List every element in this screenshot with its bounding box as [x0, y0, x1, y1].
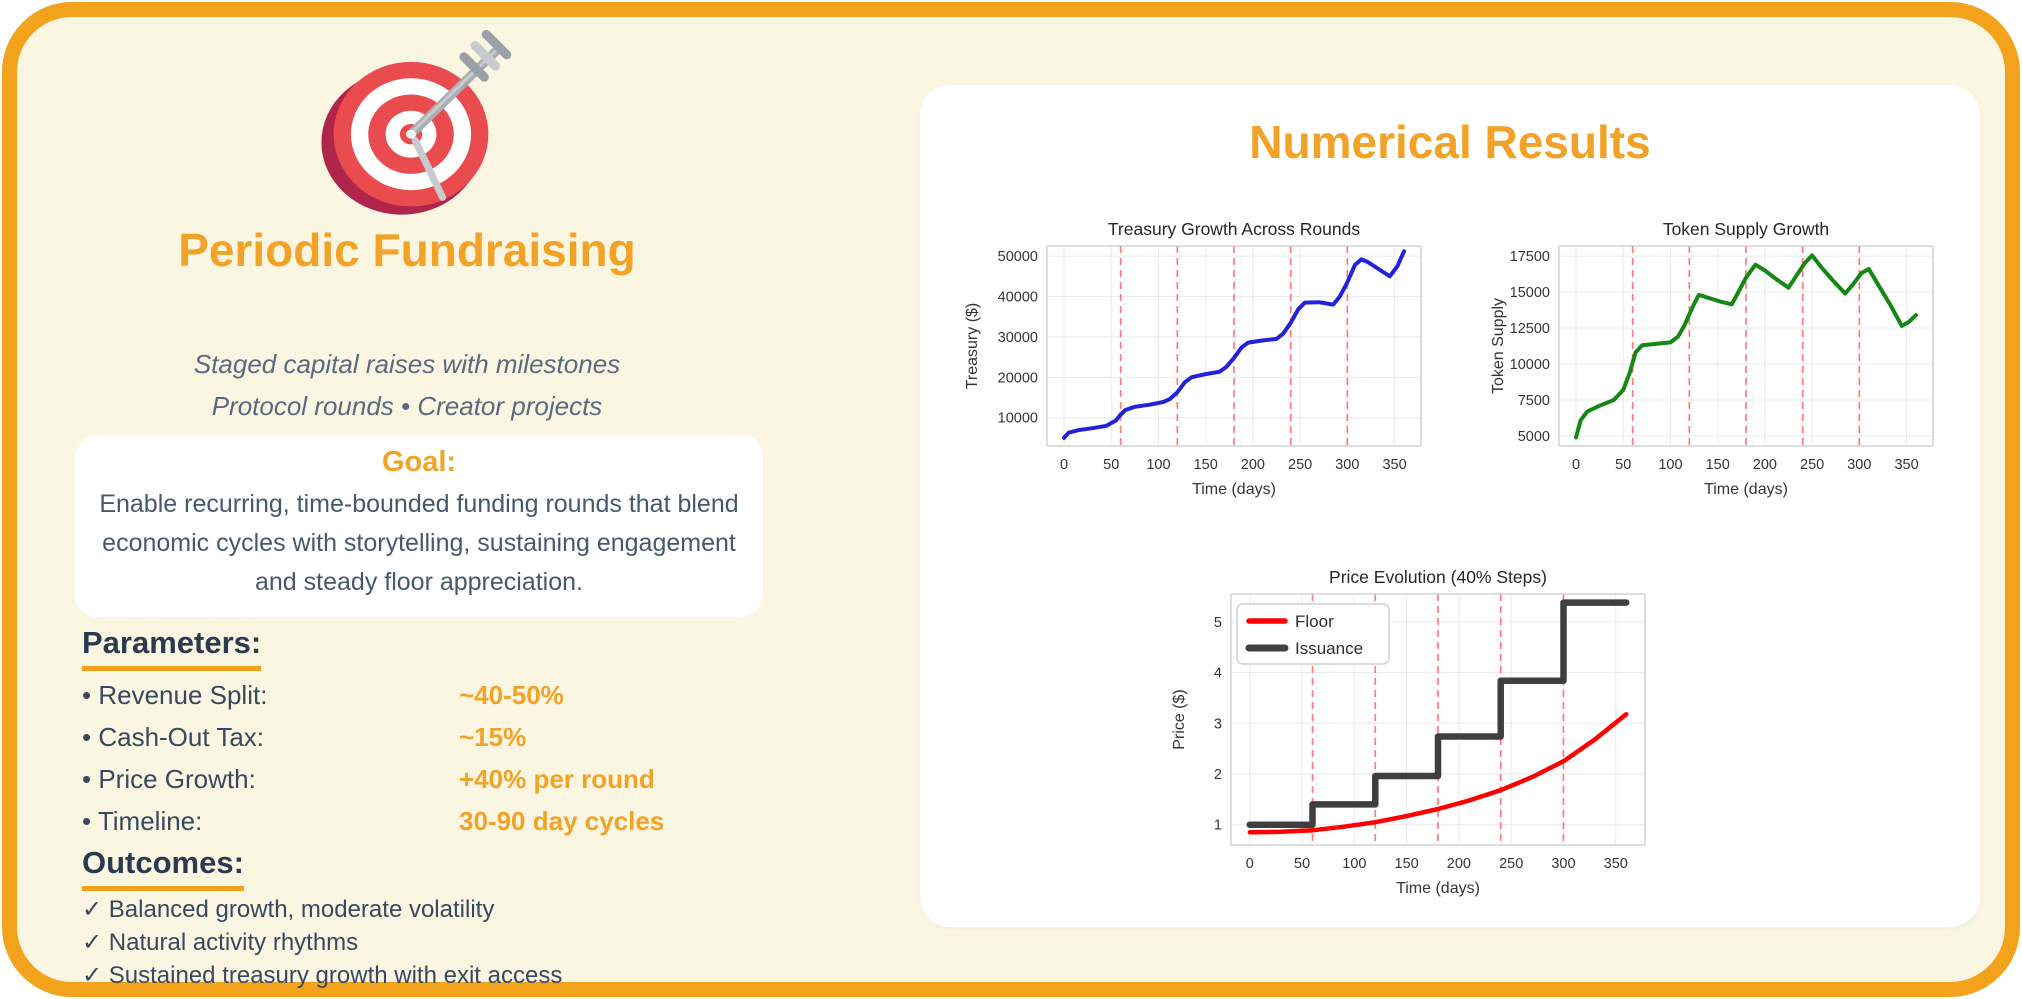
svg-text:350: 350: [1894, 457, 1919, 473]
svg-text:350: 350: [1603, 856, 1628, 872]
parameter-row-revenue-split: [82, 680, 802, 714]
svg-text:3: 3: [1213, 716, 1222, 733]
svg-text:200: 200: [1240, 457, 1265, 473]
svg-text:Time (days): Time (days): [1192, 481, 1276, 498]
treasury-growth-chart: [947, 212, 1437, 502]
svg-text:17500: 17500: [1509, 249, 1550, 266]
svg-text:10000: 10000: [997, 410, 1038, 427]
parameter-label: • Revenue Split:: [82, 680, 268, 710]
svg-text:5: 5: [1213, 614, 1222, 631]
svg-text:Floor: Floor: [1295, 612, 1334, 631]
svg-text:0: 0: [1059, 457, 1069, 473]
svg-text:Issuance: Issuance: [1295, 639, 1364, 658]
subtitle-line-1: Staged capital raises with milestones: [193, 349, 621, 379]
svg-text:50000: 50000: [997, 249, 1038, 266]
outcome-item: ✓ Sustained treasury growth with exit access: [82, 962, 563, 989]
svg-text:Token Supply: Token Supply: [1490, 297, 1507, 395]
goal-heading: Goal:: [381, 446, 457, 478]
svg-text:300: 300: [1847, 457, 1872, 473]
svg-text:100: 100: [1146, 457, 1171, 473]
parameter-label: • Cash-Out Tax:: [82, 722, 265, 752]
svg-text:Time (days): Time (days): [1704, 481, 1788, 498]
svg-text:20000: 20000: [997, 370, 1038, 387]
svg-text:0: 0: [1245, 856, 1254, 872]
svg-text:150: 150: [1394, 856, 1419, 872]
parameter-row-price-growth: [82, 764, 802, 798]
svg-text:Token Supply Growth: Token Supply Growth: [1662, 219, 1830, 239]
svg-text:5000: 5000: [1517, 428, 1550, 445]
svg-text:Time (days): Time (days): [1396, 880, 1480, 897]
outcome-item: ✓ Natural activity rhythms: [82, 929, 359, 956]
parameter-row-cash-out-tax: [82, 722, 802, 756]
outcomes-heading: Outcomes:: [82, 845, 244, 891]
svg-text:Treasury ($): Treasury ($): [964, 302, 981, 390]
goal-card: [75, 435, 763, 617]
svg-text:1: 1: [1213, 817, 1222, 834]
svg-text:Treasury Growth Across Rounds: Treasury Growth Across Rounds: [1107, 219, 1361, 239]
subtitle-line-2: Protocol rounds • Creator projects: [211, 391, 603, 421]
page-title: Periodic Fundraising: [178, 224, 636, 276]
parameter-label: • Price Growth:: [82, 764, 256, 794]
svg-text:300: 300: [1335, 457, 1360, 473]
svg-text:50: 50: [1294, 856, 1311, 872]
parameter-value: +40% per round: [459, 764, 655, 794]
svg-text:4: 4: [1213, 665, 1222, 682]
svg-text:Price ($): Price ($): [1171, 689, 1188, 750]
parameter-value: 30-90 day cycles: [459, 806, 665, 836]
parameter-value: ~40-50%: [459, 680, 564, 710]
token-supply-chart: [1487, 212, 1975, 502]
svg-text:350: 350: [1382, 457, 1407, 473]
svg-text:200: 200: [1446, 856, 1472, 872]
svg-text:50: 50: [1103, 457, 1120, 473]
svg-text:100: 100: [1342, 856, 1367, 872]
parameters-heading: Parameters:: [82, 625, 261, 671]
svg-text:2: 2: [1213, 767, 1222, 784]
outcome-item: ✓ Balanced growth, moderate volatility: [82, 896, 495, 923]
svg-text:0: 0: [1571, 457, 1581, 473]
svg-text:300: 300: [1551, 856, 1576, 872]
svg-text:30000: 30000: [997, 329, 1038, 346]
parameter-label: • Timeline:: [82, 806, 203, 836]
svg-text:50: 50: [1615, 457, 1632, 473]
svg-text:15000: 15000: [1509, 285, 1550, 302]
svg-text:10000: 10000: [1509, 356, 1550, 373]
svg-text:250: 250: [1499, 856, 1524, 872]
svg-text:Price Evolution (40% Steps): Price Evolution (40% Steps): [1329, 567, 1547, 587]
svg-text:150: 150: [1705, 457, 1730, 473]
results-title: Numerical Results: [1249, 116, 1651, 168]
goal-body: Enable recurring, time-bounded funding rounds that blend economic cycles with storytelling, sustaining engagement and steady floor appreciation.: [99, 490, 739, 596]
svg-text:12500: 12500: [1509, 321, 1550, 338]
target-dartboard-icon: [299, 25, 523, 221]
bordered-card: [2, 2, 2020, 997]
svg-text:100: 100: [1658, 457, 1683, 473]
svg-text:200: 200: [1752, 457, 1777, 473]
svg-text:7500: 7500: [1517, 392, 1550, 409]
parameter-value: ~15%: [459, 722, 527, 752]
svg-text:250: 250: [1800, 457, 1825, 473]
svg-text:150: 150: [1193, 457, 1218, 473]
price-evolution-chart: [1167, 562, 1667, 907]
parameter-row-timeline: [82, 806, 802, 840]
svg-text:40000: 40000: [997, 289, 1038, 306]
svg-text:250: 250: [1288, 457, 1313, 473]
